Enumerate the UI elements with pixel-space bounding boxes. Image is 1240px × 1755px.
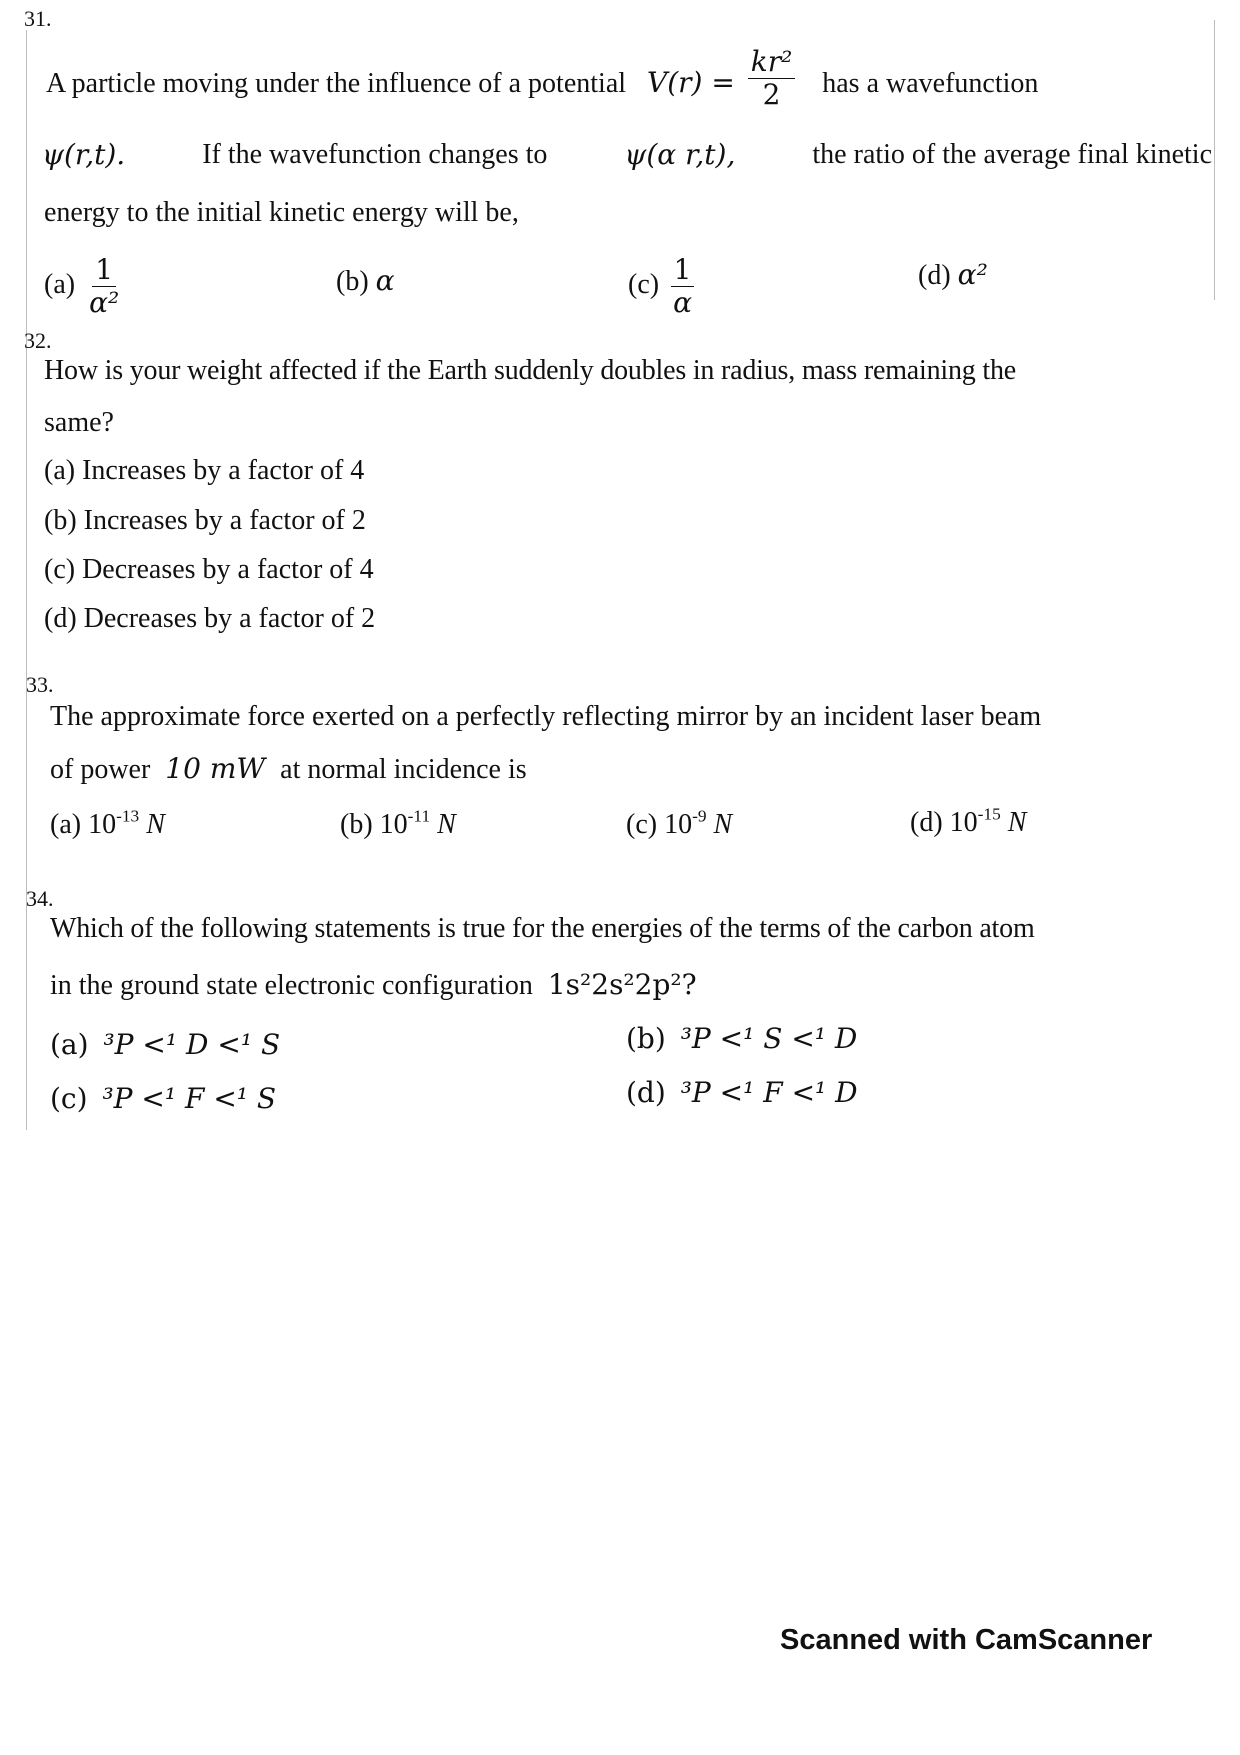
option-c <box>626 806 733 841</box>
option-base: 10 <box>664 809 693 840</box>
option-a <box>44 254 126 319</box>
option-label: (b) <box>626 1022 666 1055</box>
scan-edge-left <box>26 30 27 1130</box>
option-a: (a) Increases by a factor of 4 <box>44 455 365 486</box>
scan-edge-right <box>1214 20 1215 300</box>
question-number: 34. <box>26 886 54 911</box>
option-label: (a) <box>44 269 76 301</box>
fraction-denominator: α² <box>89 286 120 320</box>
option-label: (d) <box>626 1076 666 1109</box>
option-unit: N <box>713 809 733 840</box>
question-32-line-1: How is your weight affected if the Earth suddenly doubles in radius, mass remaining the <box>44 355 1016 386</box>
option-exponent: -11 <box>407 806 431 826</box>
q33-line2-trail: at normal incidence is <box>280 754 527 785</box>
fraction-numerator: 1 <box>92 254 116 287</box>
q33-line2-lead: of power <box>50 754 151 785</box>
question-number: 31. <box>24 6 52 31</box>
q34-line2-lead: in the ground state electronic configuration <box>50 970 533 1001</box>
option-c-fraction <box>670 254 695 319</box>
question-number: 32. <box>24 328 52 353</box>
question-31-line-3: energy to the initial kinetic energy will be, <box>44 197 519 228</box>
option-exponent: -9 <box>692 806 707 826</box>
option-b <box>336 266 395 298</box>
option-value: ³P <¹ F <¹ D <box>680 1076 858 1109</box>
potential-expression <box>647 45 808 112</box>
question-34-line-2 <box>50 970 697 1002</box>
option-d: (d) Decreases by a factor of 2 <box>44 603 376 634</box>
option-b: (b) Increases by a factor of 2 <box>44 505 366 536</box>
question-31-line-1 <box>46 45 1210 117</box>
fraction-numerator: kr² <box>748 46 796 79</box>
option-a <box>50 1030 280 1061</box>
option-label: (a) <box>50 1028 89 1061</box>
fraction-denominator: α <box>673 286 692 320</box>
electron-configuration: 1s²2s²2p²? <box>547 968 697 1001</box>
option-c <box>628 254 699 319</box>
question-32-line-2: same? <box>44 407 114 438</box>
new-wavefunction: ψ(α r,t), <box>624 138 736 171</box>
option-value: α <box>375 264 395 297</box>
q31-line1-trail: has a wavefunction <box>822 68 1039 100</box>
option-c: (c) Decreases by a factor of 4 <box>44 554 374 585</box>
option-label: (b) <box>336 266 369 297</box>
option-value: α² <box>957 258 988 291</box>
option-b <box>340 806 456 841</box>
laser-power: 10 mW <box>165 752 266 785</box>
q31-line2-mid: If the wavefunction changes to <box>202 139 548 170</box>
option-unit: N <box>1007 807 1027 838</box>
wavefunction: ψ(r,t). <box>42 138 126 171</box>
option-base: 10 <box>379 809 408 840</box>
option-label: (c) <box>628 269 660 301</box>
question-34-line-1: Which of the following statements is true for the energies of the terms of the carbon atom <box>50 913 1035 944</box>
fraction-denominator: 2 <box>762 78 781 112</box>
option-d <box>626 1078 858 1109</box>
option-a <box>50 806 165 841</box>
question-33-line-2 <box>50 754 527 786</box>
option-value: ³P <¹ F <¹ S <box>102 1082 277 1115</box>
option-base: 10 <box>949 807 978 838</box>
q31-line1-lead: A particle moving under the influence of a potential <box>46 68 627 100</box>
option-label: (d) <box>918 260 951 291</box>
option-d <box>910 804 1027 839</box>
question-31-line-2 <box>42 140 1212 171</box>
option-unit: N <box>437 809 456 840</box>
option-b <box>626 1024 857 1055</box>
option-value: ³P <¹ S <¹ D <box>680 1022 858 1055</box>
option-base: 10 <box>88 809 117 840</box>
option-label: (a) <box>50 809 82 840</box>
option-label: (b) <box>340 809 373 840</box>
option-label: (d) <box>910 807 943 838</box>
potential-lhs: V(r) = <box>647 66 735 100</box>
option-c <box>50 1084 276 1115</box>
scanner-watermark: Scanned with CamScanner <box>780 1624 1153 1656</box>
q31-line2-trail: the ratio of the average final kinetic <box>812 139 1212 170</box>
fraction-numerator: 1 <box>671 254 695 287</box>
option-label: (c) <box>50 1082 88 1115</box>
question-number: 33. <box>26 672 54 697</box>
option-unit: N <box>146 809 165 840</box>
option-exponent: -15 <box>977 804 1001 824</box>
option-value: ³P <¹ D <¹ S <box>103 1028 281 1061</box>
option-exponent: -13 <box>116 806 140 826</box>
question-33-line-1: The approximate force exerted on a perfectly reflecting mirror by an incident laser beam <box>50 701 1042 732</box>
option-a-fraction <box>86 254 122 319</box>
option-label: (c) <box>626 809 658 840</box>
option-d <box>918 260 988 292</box>
potential-fraction <box>748 46 796 111</box>
